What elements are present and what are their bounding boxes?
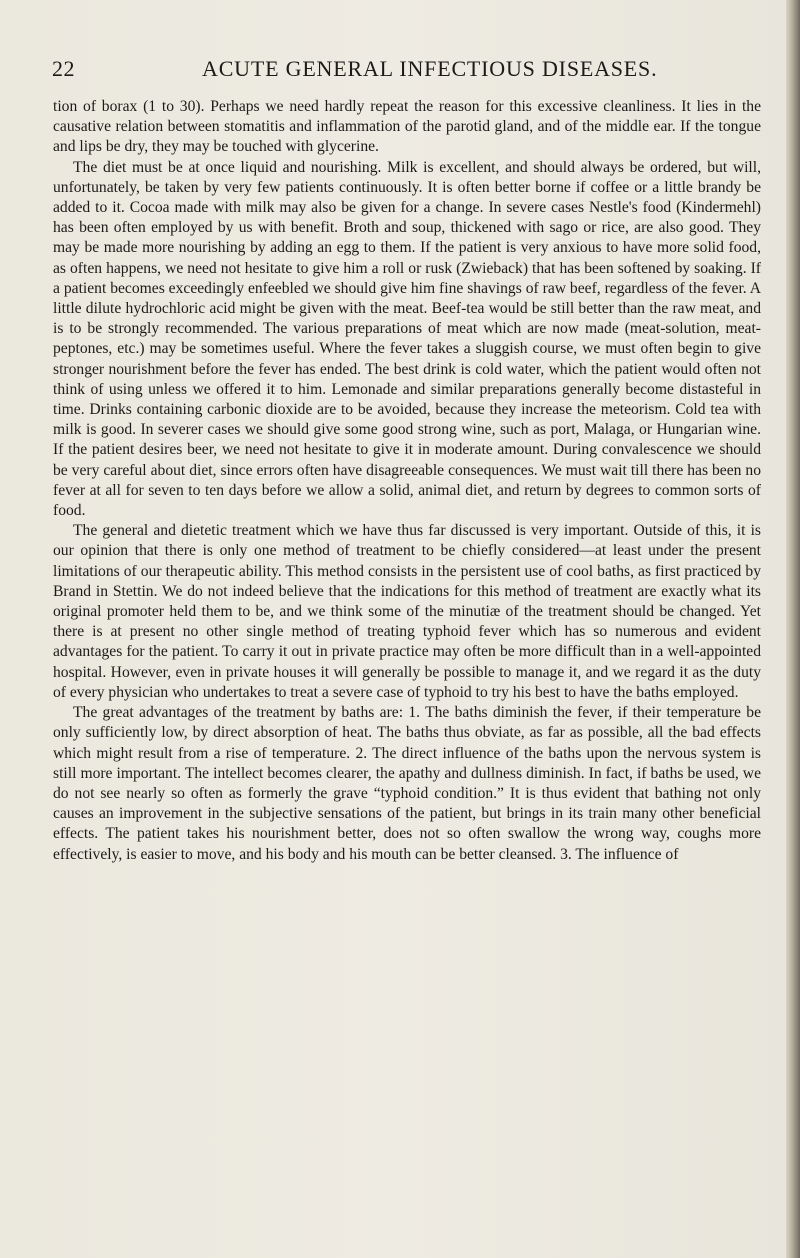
paragraph-bath-advantages: The great advantages of the treatment by baths are: 1. The baths diminish the fever, if their temperature be only sufficiently low, by direct absorption of heat. The baths thus obviate, as far as possible, all the bad effects which might result from a rise of temperature. 2. The direct influence of the baths upon the nervous system is still more important. The intellect becomes clearer, the apathy and dullness diminish. In fact, if baths be used, we do not see nearly so often as formerly the grave “typhoid condition.” It is thus evident that bathing not only causes an improvement in the subjective sensations of the patient, but brings in its train many other beneficial effects. The patient takes his nourishment better, does not so often swallow the wrong way, coughs more effectively, is easier to move, and his body and his mouth can be better cleansed. 3. The influence of	[53, 704, 761, 863]
page-number: 22	[52, 56, 75, 81]
body-text	[53, 97, 761, 865]
paragraph-general-treatment: The general and dietetic treatment which we have thus far discussed is very important. Outside of this, it is our opinion that there is only one method of treatment to be chiefly considered—at least under the present limitations of our therapeutic ability. This method consists in the persistent use of cool baths, as first practiced by Brand in Stettin. We do not indeed believe that the indications for this method of treatment are exactly what its original promoter held them to be, and we think some of the minutiæ of the treatment should be changed. Yet there is at present no other single method of treating typhoid fever which has so numerous and evident advantages for the patient. To carry it out in private practice may often be more difficult than in a well-appointed hospital. However, even in private houses it will generally be possible to manage it, and we regard it as the duty of every physician who undertakes to treat a severe case of typhoid to try his best to have the baths employed.	[53, 522, 761, 701]
paragraph-diet: The diet must be at once liquid and nourishing. Milk is excellent, and should always be ordered, but will, unfortunately, be taken by very few patients continuously. It is often better borne if coffee or a little brandy be added to it. Cocoa made with milk may also be given for a change. In severe cases Nestle's food (Kindermehl) has been often employed by us with benefit. Broth and soup, thickened with sago or rice, are also good. They may be made more nourishing by adding an egg to them. If the patient is very anxious to have more solid food, as often happens, we need not hesitate to give him a roll or rusk (Zwieback) that has been softened by soaking. If a patient becomes exceedingly enfeebled we should give him fine shavings of raw beef, regardless of the fever. A little dilute hydrochloric acid might be given with the meat. Beef-tea would be still better than the raw meat, and is to be strongly recommended. The various preparations of meat which are now made (meat-solution, meat-peptones, etc.) may be sometimes useful. Where the fever takes a sluggish course, we must often begin to give stronger nourishment before the fever has ended. The best drink is cold water, which the patient would often not think of using unless we offered it to him. Lemonade and similar preparations generally become distasteful in time. Drinks containing carbonic dioxide are to be avoided, because they increase the meteorism. Cold tea with milk is good. In severer cases we should give some good strong wine, such as port, Malaga, or Hungarian wine. If the patient desires beer, we need not hesitate to give it in moderate amount. During convalescence we should be very careful about diet, since errors often have disagreeable consequences. We must wait till there has been no fever at all for seven to ten days before we allow a solid, animal diet, and return by degrees to common sorts of food.	[53, 158, 761, 520]
chapter-title: ACUTE GENERAL INFECTIOUS DISEASES.	[202, 56, 658, 81]
paragraph-continuation-borax: tion of borax (1 to 30). Perhaps we need hardly repeat the reason for this excessive cleanliness. It lies in the causative relation between stomatitis and inflammation of the parotid gland, and of the middle ear. If the tongue and lips be dry, they may be touched with glycerine.	[53, 98, 761, 156]
page-edge-shadow	[786, 0, 800, 1258]
running-head	[52, 56, 764, 82]
